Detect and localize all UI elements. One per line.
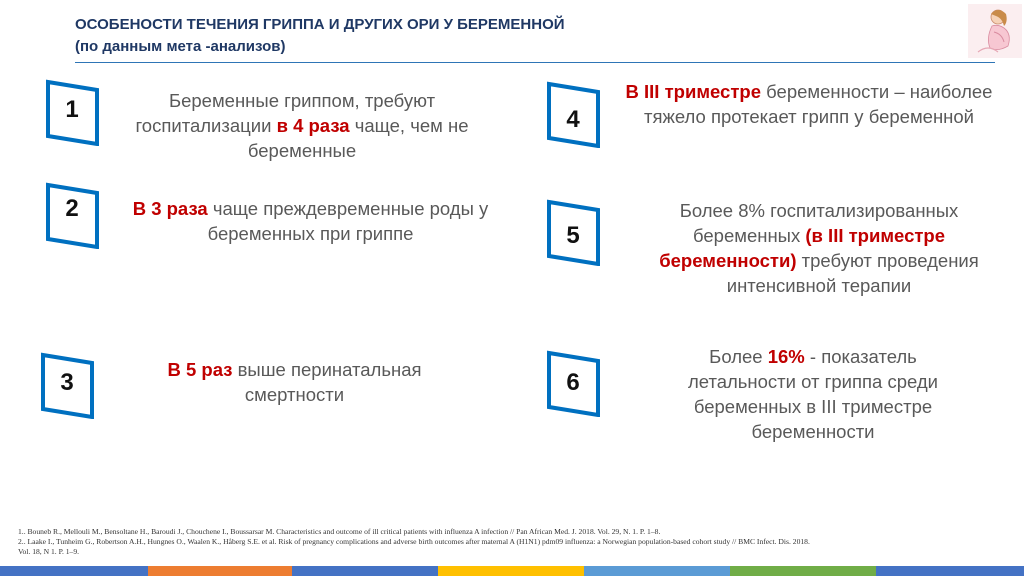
fact-highlight: (в III триместре беременности)	[659, 225, 946, 271]
footer-segment	[148, 566, 292, 576]
fact-1-text: Беременные гриппом, требуют госпитализации в 4 раза чаще, чем не беременные	[135, 90, 469, 161]
fact-2-text: В 3 раза чаще преждевременные роды у беременных при гриппе	[132, 198, 489, 244]
page-title	[75, 14, 565, 58]
fact-highlight: 16%	[767, 346, 805, 367]
footer-segment	[292, 566, 438, 576]
fact-4-text: В III триместре беременности – наиболее тяжело протекает грипп у беременной	[625, 81, 993, 127]
footer-segment	[584, 566, 730, 576]
fact-number-badge-2	[43, 181, 101, 249]
fact-6-text: Более 16% - показатель летальности от гриппа среди беременных в III триместре беременности	[687, 346, 939, 442]
fact-highlight: В 3 раза	[132, 198, 208, 219]
pregnant-woman-illustration-icon	[968, 4, 1022, 58]
fact-highlight: В III триместре	[625, 81, 761, 102]
references	[18, 527, 1008, 557]
fact-number-badge-1	[43, 78, 101, 146]
fact-number: 6	[566, 369, 580, 396]
fact-number: 1	[65, 96, 79, 123]
fact-highlight: в 4 раза	[276, 115, 350, 136]
fact-3-text: В 5 раз выше перинатальная смертности	[167, 359, 422, 405]
fact-number-badge-4	[544, 80, 602, 148]
fact-number-badge-3	[38, 351, 96, 419]
title-line-1: ОСОБЕНОСТИ ТЕЧЕНИЯ ГРИППА И ДРУГИХ ОРИ У БЕРЕМЕННОЙ	[75, 16, 565, 33]
title-divider	[75, 62, 995, 63]
fact-number-badge-5	[544, 198, 602, 266]
footer-color-bar	[0, 566, 1024, 576]
fact-number: 4	[566, 106, 580, 133]
footer-segment	[438, 566, 584, 576]
title-line-2: (по данным мета -анализов)	[75, 38, 286, 55]
reference-1: 1.. Bouneb R., Mellouli M., Bensoltane H., Baroudi J., Chouchene I., Boussarsar M. Characteristics and outcome of ill critical patients with influenza A infection // Pan African Med. J. 2018. Vol. 29, N. 1. P. 1–8.	[18, 527, 661, 536]
fact-number: 2	[65, 195, 79, 222]
fact-number: 5	[566, 222, 580, 249]
reference-2: 2.. Laake I., Tunheim G., Robertson A.H., Hungnes O., Waalen K., Håberg S.E. et al. Risk of pregnancy complications and adverse birth outcomes after maternal A (H1N1) pdm09 influenza: a Norwegian population-based cohort study // BMC Infect. Dis. 2018.	[18, 537, 810, 546]
footer-segment	[876, 566, 1024, 576]
fact-number: 3	[60, 369, 74, 396]
fact-number-badge-6	[544, 349, 602, 417]
reference-2-continued: Vol. 18, N 1. P. 1–9.	[18, 547, 80, 556]
footer-segment	[730, 566, 876, 576]
fact-5-text: Более 8% госпитализированных беременных (в III триместре беременности) требуют проведения интенсивной терапии	[659, 200, 979, 296]
fact-highlight: В 5 раз	[167, 359, 233, 380]
footer-segment	[0, 566, 148, 576]
